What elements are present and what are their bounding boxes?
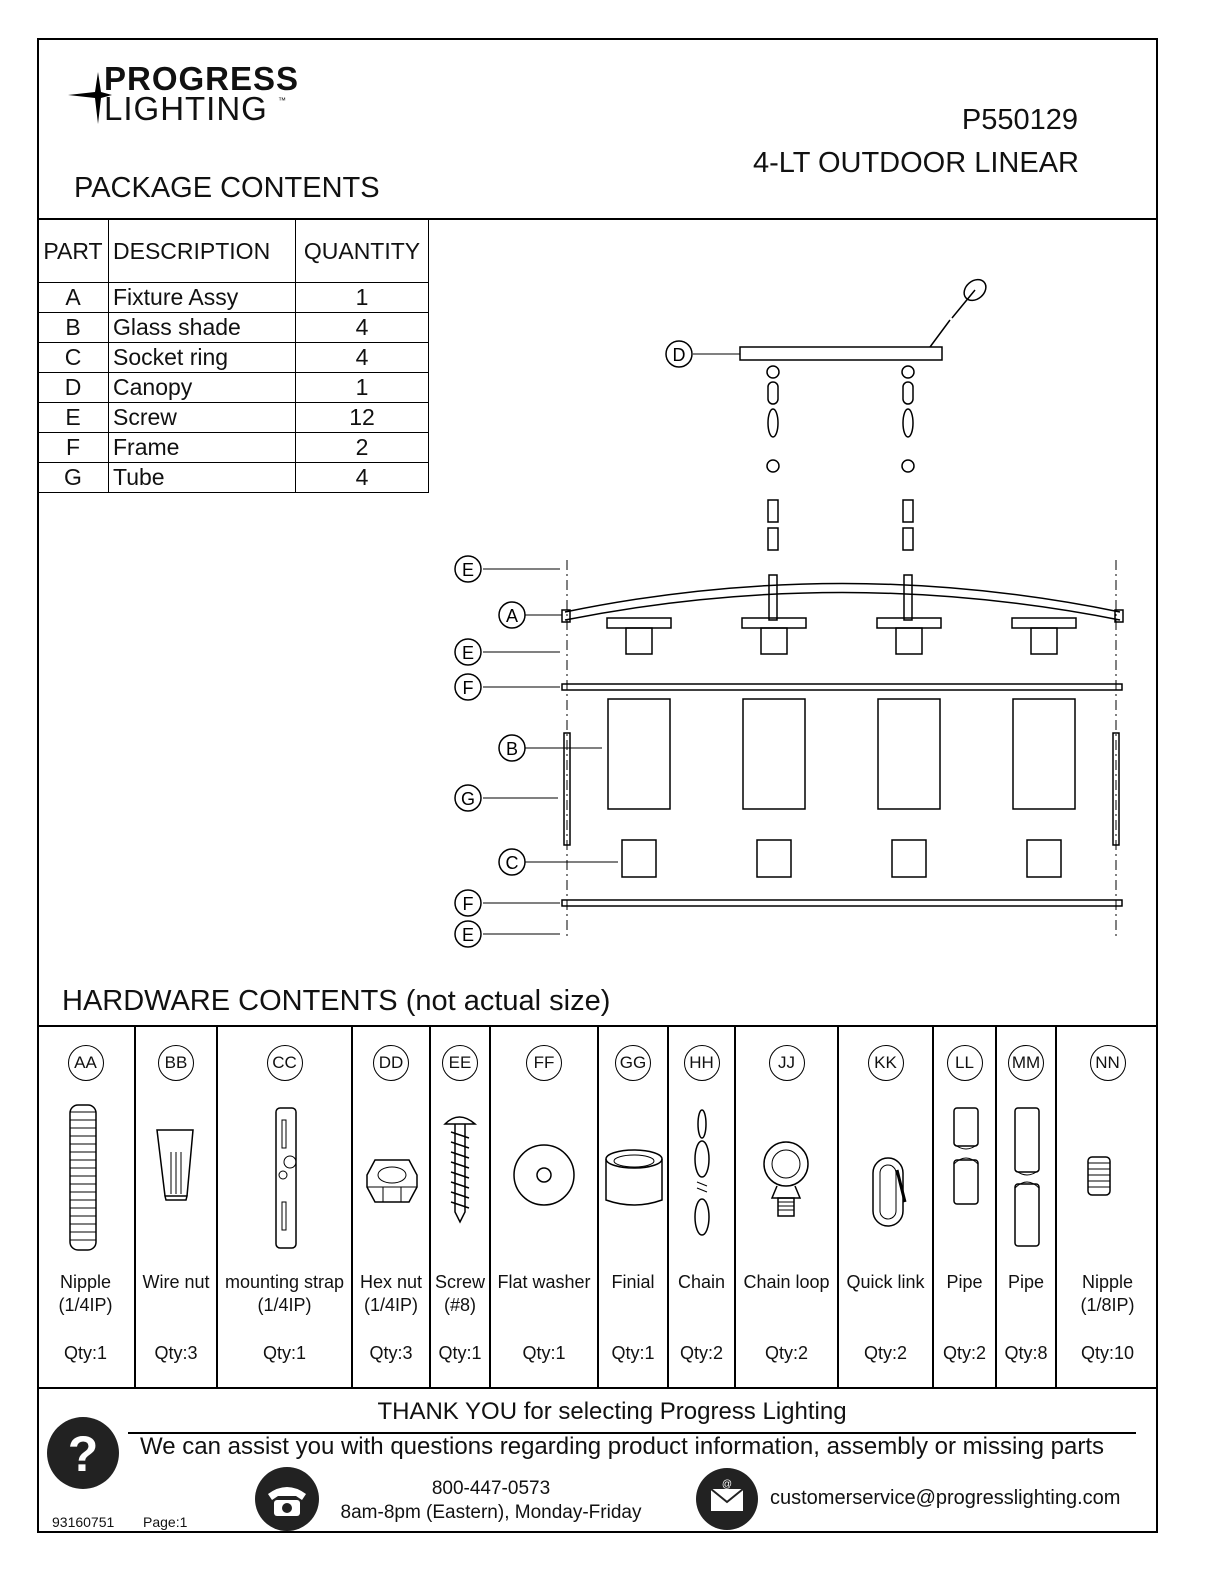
socket-ring	[757, 840, 791, 877]
hardware-contents-title: HARDWARE CONTENTS (not actual size)	[62, 985, 611, 1017]
hardware-qty: Qty:2	[764, 1343, 808, 1363]
chain-loop-icon	[736, 1102, 839, 1252]
table-row	[38, 463, 429, 493]
hardware-item	[839, 1027, 934, 1387]
hardware-qty: Qty:10	[1080, 1343, 1135, 1363]
part-quantity: 4	[296, 463, 429, 493]
part-quantity: 2	[296, 433, 429, 463]
hardware-name-text: Finial	[611, 1272, 655, 1292]
brand-line2: LIGHTING	[104, 90, 268, 127]
exploded-diagram	[440, 270, 1140, 960]
part-code: F	[38, 433, 109, 463]
chain-right	[902, 366, 914, 550]
glass-shade	[608, 699, 670, 809]
hardware-item	[599, 1027, 669, 1387]
hardware-item	[491, 1027, 599, 1387]
col-description: DESCRIPTION	[109, 220, 296, 283]
hardware-code: FF	[526, 1045, 562, 1081]
hardware-item	[353, 1027, 431, 1387]
col-quantity: QUANTITY	[296, 220, 429, 283]
nipple-icon	[37, 1102, 136, 1252]
glass-shade	[1013, 699, 1075, 809]
hardware-item	[218, 1027, 353, 1387]
page-number: Page:1	[143, 1514, 188, 1530]
hardware-name	[353, 1271, 429, 1317]
label-g: G	[460, 789, 476, 809]
table-row	[38, 343, 429, 373]
hardware-qty: Qty:2	[942, 1343, 986, 1363]
hardware-qty: Qty:1	[63, 1343, 107, 1363]
hardware-name	[599, 1271, 667, 1294]
finial-icon	[599, 1102, 669, 1252]
label-f: F	[462, 678, 474, 698]
hardware-qty: Qty:1	[438, 1343, 482, 1363]
table-row	[38, 433, 429, 463]
chain-left	[767, 366, 779, 550]
label-f: F	[462, 894, 474, 914]
hardware-name	[431, 1271, 489, 1317]
hardware-item	[669, 1027, 736, 1387]
hardware-code: GG	[615, 1045, 651, 1081]
hardware-qty: Qty:3	[369, 1343, 413, 1363]
brand-trademark: ™	[278, 96, 286, 105]
email-link[interactable]: customerservice@progresslighting.com	[770, 1487, 1121, 1509]
hardware-size: (1/8IP)	[1080, 1295, 1135, 1315]
hardware-code: HH	[684, 1045, 720, 1081]
hardware-name	[491, 1271, 597, 1294]
label-e: E	[461, 643, 475, 663]
hardware-name	[839, 1271, 932, 1294]
svg-text:?: ?	[67, 1426, 99, 1482]
part-description: Fixture Assy	[109, 283, 296, 313]
part-description: Frame	[109, 433, 296, 463]
hardware-name	[934, 1271, 995, 1294]
hardware-qty: Qty:1	[611, 1343, 655, 1363]
hardware-name	[218, 1271, 351, 1317]
hardware-qty: Qty:2	[863, 1343, 907, 1363]
product-sku: P550129	[961, 104, 1078, 136]
parts-table	[37, 219, 429, 493]
hardware-code: DD	[373, 1045, 409, 1081]
table-row	[38, 403, 429, 433]
hardware-code: BB	[158, 1045, 194, 1081]
phone-icon[interactable]	[254, 1466, 320, 1532]
part-code: B	[38, 313, 109, 343]
part-quantity: 1	[296, 373, 429, 403]
glass-shade	[878, 699, 940, 809]
hardware-qty: Qty:1	[522, 1343, 566, 1363]
hardware-name-text: Nipple	[59, 1272, 112, 1292]
label-d: D	[672, 345, 686, 365]
part-description: Canopy	[109, 373, 296, 403]
label-e: E	[461, 925, 475, 945]
part-description: Glass shade	[109, 313, 296, 343]
brand-logo	[68, 62, 328, 132]
label-b: B	[505, 739, 519, 759]
hex-nut-icon	[353, 1102, 431, 1252]
hardware-code: CC	[267, 1045, 303, 1081]
fixture-arch	[565, 584, 1120, 621]
hardware-name	[736, 1271, 837, 1294]
hardware-size: (#8)	[443, 1295, 476, 1315]
phone-block	[336, 1477, 646, 1525]
part-quantity: 4	[296, 343, 429, 373]
label-c: C	[505, 853, 519, 873]
hardware-name-text: mounting strap	[224, 1272, 345, 1292]
hardware-code: LL	[947, 1045, 983, 1081]
hardware-code: EE	[442, 1045, 478, 1081]
table-row	[38, 283, 429, 313]
hardware-name-text: Screw	[434, 1272, 485, 1292]
hardware-grid	[37, 1025, 1158, 1389]
hardware-name-text: Chain	[677, 1272, 726, 1292]
pipe-icon	[997, 1102, 1057, 1252]
hardware-qty: Qty:2	[679, 1343, 723, 1363]
wire-nut-icon	[136, 1102, 218, 1252]
hardware-name-text: Hex nut	[359, 1272, 423, 1292]
col-part: PART	[38, 220, 109, 283]
hardware-name	[997, 1271, 1055, 1294]
svg-text:@: @	[721, 1479, 733, 1490]
part-code: A	[38, 283, 109, 313]
sockets	[607, 618, 1076, 654]
mounting-strap-icon	[218, 1102, 353, 1252]
part-description: Screw	[109, 403, 296, 433]
label-e: E	[461, 560, 475, 580]
canopy-shape	[740, 347, 942, 360]
hardware-code: AA	[68, 1045, 104, 1081]
hardware-code: JJ	[769, 1045, 805, 1081]
glass-shade	[743, 699, 805, 809]
part-description: Tube	[109, 463, 296, 493]
hardware-name	[136, 1271, 216, 1294]
chain-icon	[669, 1102, 736, 1252]
quick-link-icon	[839, 1102, 934, 1252]
part-quantity: 1	[296, 283, 429, 313]
help-icon	[45, 1415, 121, 1491]
hardware-item	[37, 1027, 136, 1387]
email-icon[interactable]	[695, 1467, 759, 1531]
package-contents-title: PACKAGE CONTENTS	[74, 172, 380, 204]
assist-text: We can assist you with questions regarding product information, assembly or missing parts	[140, 1433, 1104, 1460]
hardware-item	[997, 1027, 1057, 1387]
hardware-size: (1/4IP)	[58, 1295, 113, 1315]
part-code: C	[38, 343, 109, 373]
hardware-item	[1057, 1027, 1158, 1387]
phone-hours: 8am-8pm (Eastern), Monday-Friday	[340, 1502, 642, 1523]
hardware-name-text: Flat washer	[497, 1272, 591, 1292]
hardware-name-text: Pipe	[1007, 1272, 1045, 1292]
socket-ring	[892, 840, 926, 877]
hardware-item	[736, 1027, 839, 1387]
nipple-icon	[1057, 1102, 1158, 1252]
table-row	[38, 313, 429, 343]
screw-icon	[431, 1102, 491, 1252]
hardware-item	[136, 1027, 218, 1387]
hardware-name-text: Quick link	[846, 1272, 925, 1292]
hardware-qty: Qty:8	[1004, 1343, 1048, 1363]
part-quantity: 12	[296, 403, 429, 433]
hardware-item	[934, 1027, 997, 1387]
hardware-name	[1057, 1271, 1158, 1317]
phone-number[interactable]: 800-447-0573	[431, 1478, 551, 1499]
product-name: 4-LT OUTDOOR LINEAR	[752, 147, 1079, 179]
part-code: E	[38, 403, 109, 433]
hardware-name-text: Pipe	[946, 1272, 983, 1292]
thank-you-text: THANK YOU for selecting Progress Lighting	[377, 1398, 847, 1425]
frame-bottom	[562, 900, 1122, 906]
part-description: Socket ring	[109, 343, 296, 373]
pipe-icon	[934, 1102, 997, 1252]
hardware-name	[669, 1271, 734, 1294]
hardware-name-text: Wire nut	[142, 1272, 210, 1292]
table-row	[38, 373, 429, 403]
flat-washer-icon	[491, 1102, 599, 1252]
hardware-code: NN	[1090, 1045, 1126, 1081]
socket-ring	[622, 840, 656, 877]
document-number: 93160751	[52, 1514, 115, 1530]
parts-table-header	[38, 220, 429, 283]
hardware-qty: Qty:1	[262, 1343, 306, 1363]
hardware-size: (1/4IP)	[257, 1295, 312, 1315]
part-code: D	[38, 373, 109, 403]
brand-line1: PROGRESS	[104, 60, 300, 97]
part-code: G	[38, 463, 109, 493]
hardware-code: KK	[868, 1045, 904, 1081]
hardware-item	[431, 1027, 491, 1387]
hardware-qty: Qty:3	[154, 1343, 198, 1363]
frame-top	[562, 684, 1122, 690]
hardware-name-text: Chain loop	[743, 1272, 830, 1292]
label-a: A	[505, 606, 519, 626]
socket-ring	[1027, 840, 1061, 877]
hardware-name	[37, 1271, 134, 1317]
hardware-size: (1/4IP)	[363, 1295, 419, 1315]
hardware-name-text: Nipple	[1081, 1272, 1134, 1292]
part-quantity: 4	[296, 313, 429, 343]
hardware-code: MM	[1008, 1045, 1044, 1081]
